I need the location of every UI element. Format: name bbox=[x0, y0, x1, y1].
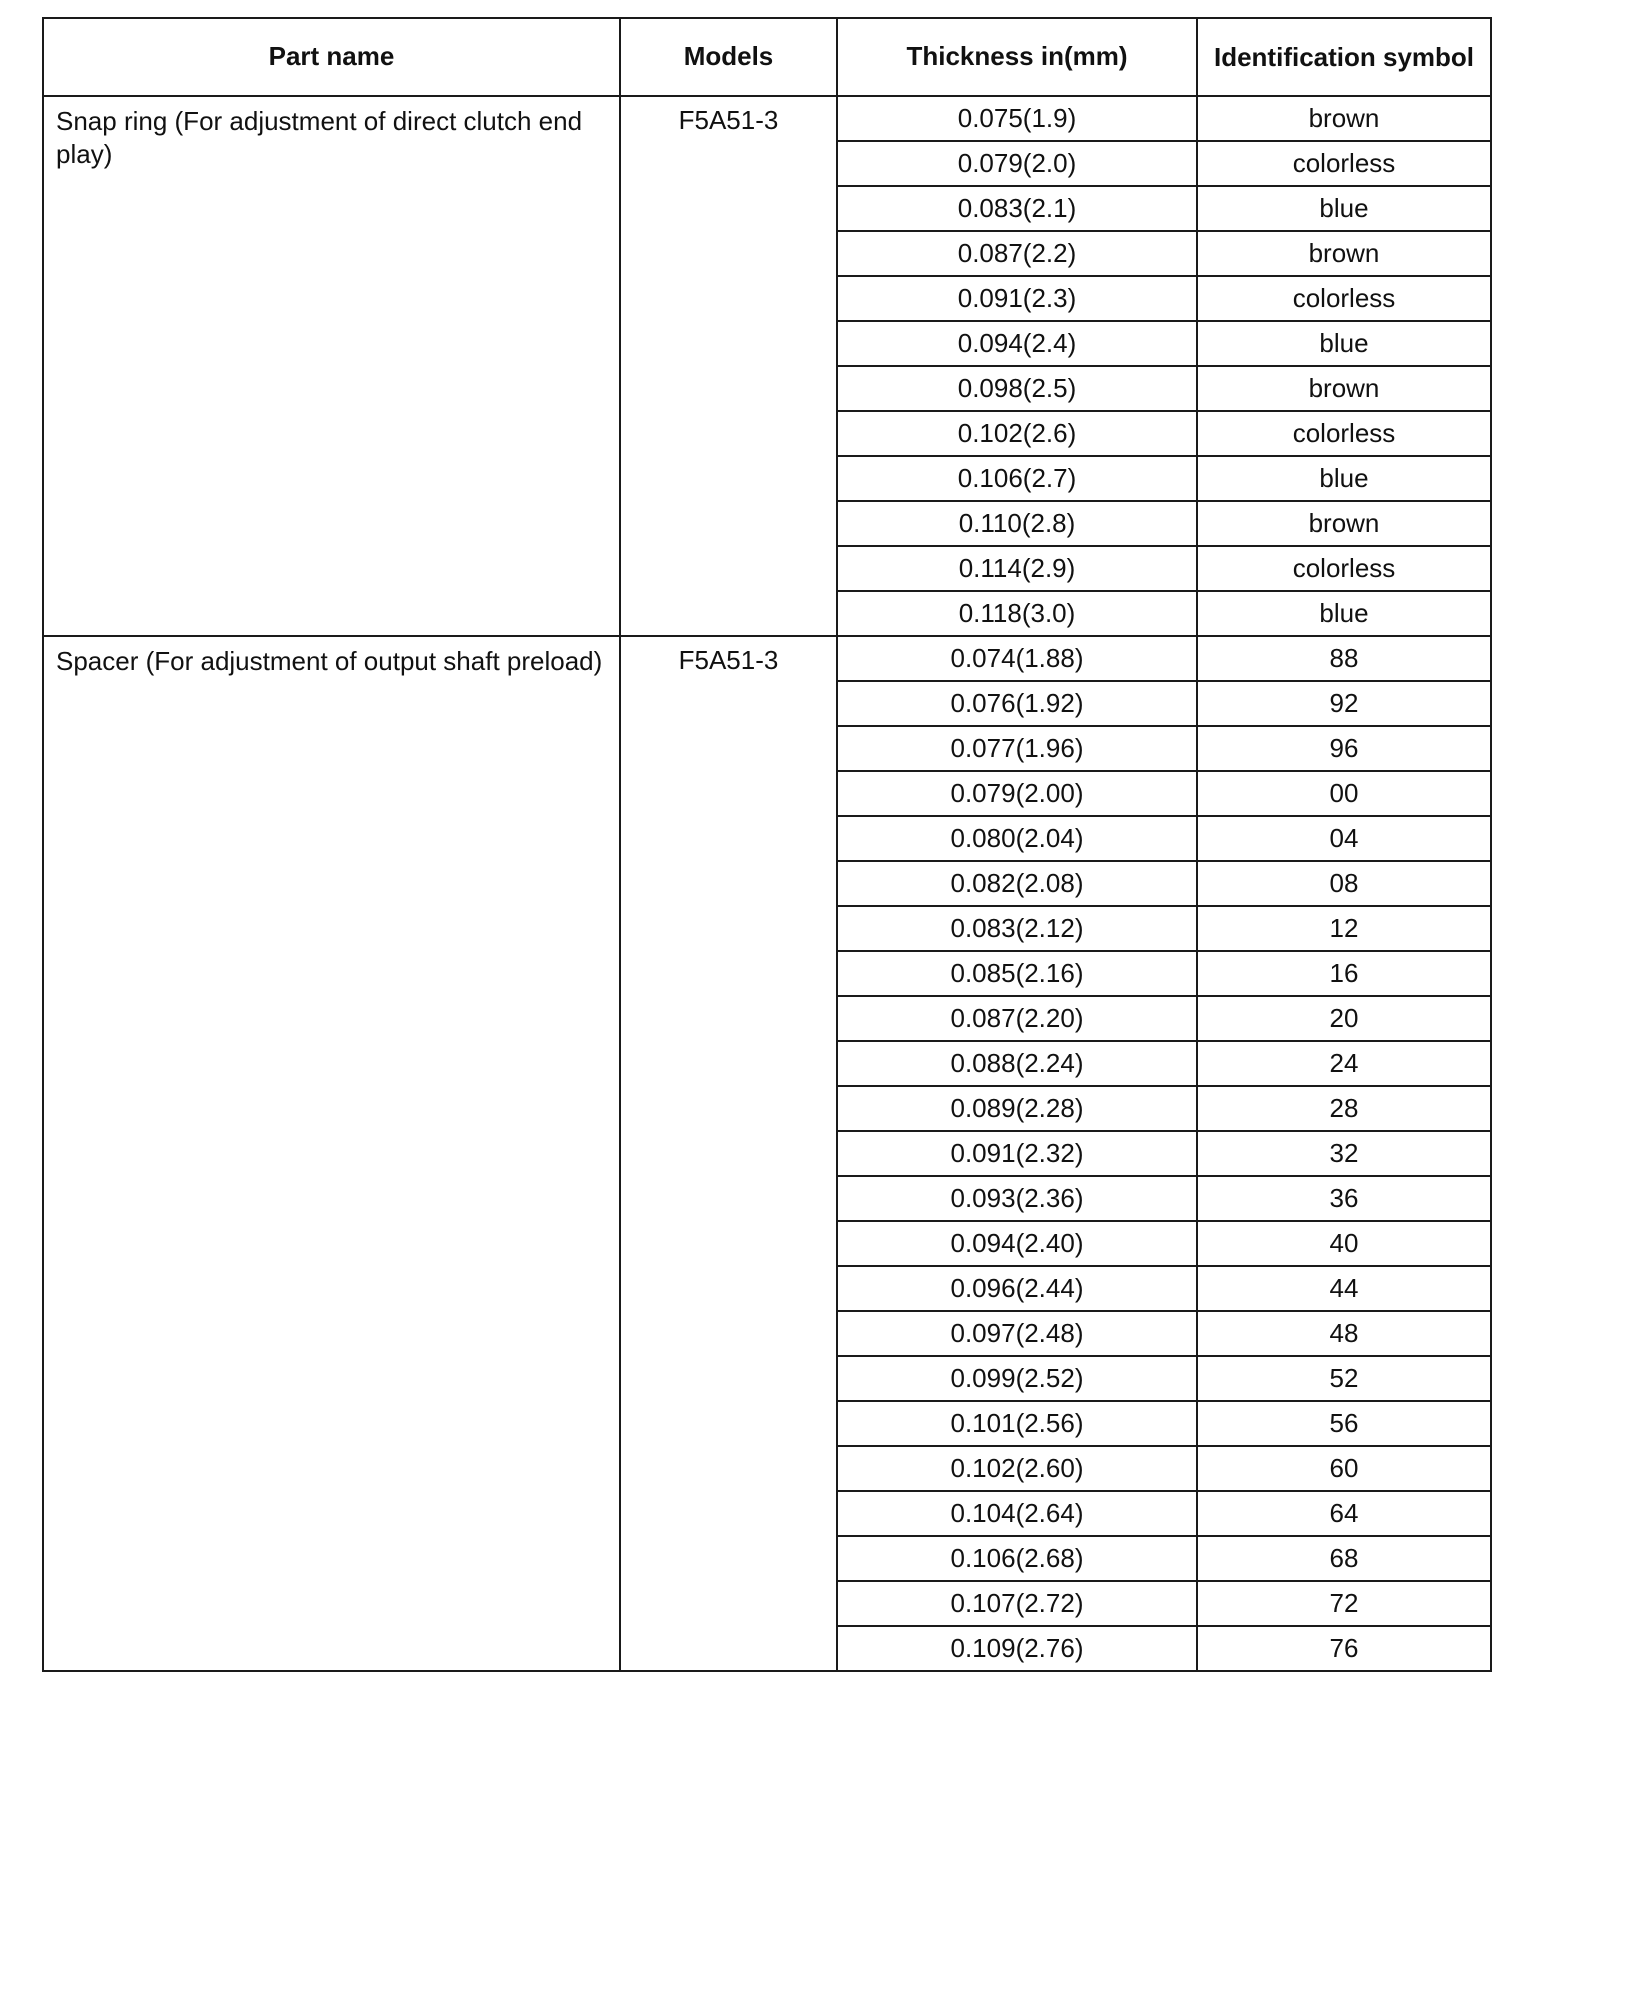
identification-symbol-cell: 68 bbox=[1197, 1536, 1491, 1581]
header-row bbox=[43, 18, 1491, 96]
identification-symbol-cell: 76 bbox=[1197, 1626, 1491, 1671]
model-cell: F5A51-3 bbox=[620, 96, 837, 636]
thickness-cell: 0.088(2.24) bbox=[837, 1041, 1197, 1086]
thickness-cell: 0.104(2.64) bbox=[837, 1491, 1197, 1536]
identification-symbol-cell: 52 bbox=[1197, 1356, 1491, 1401]
identification-symbol-cell: 88 bbox=[1197, 636, 1491, 681]
identification-symbol-cell: 56 bbox=[1197, 1401, 1491, 1446]
header-thickness: Thickness in(mm) bbox=[837, 18, 1197, 96]
identification-symbol-cell: 12 bbox=[1197, 906, 1491, 951]
table-row bbox=[43, 636, 1491, 681]
identification-symbol-cell: colorless bbox=[1197, 411, 1491, 456]
identification-symbol-cell: 16 bbox=[1197, 951, 1491, 996]
thickness-cell: 0.094(2.4) bbox=[837, 321, 1197, 366]
thickness-cell: 0.094(2.40) bbox=[837, 1221, 1197, 1266]
thickness-cell: 0.079(2.0) bbox=[837, 141, 1197, 186]
thickness-cell: 0.080(2.04) bbox=[837, 816, 1197, 861]
thickness-cell: 0.089(2.28) bbox=[837, 1086, 1197, 1131]
thickness-cell: 0.091(2.32) bbox=[837, 1131, 1197, 1176]
part-name-cell: Spacer (For adjustment of output shaft preload) bbox=[43, 636, 620, 1671]
thickness-cell: 0.114(2.9) bbox=[837, 546, 1197, 591]
thickness-cell: 0.107(2.72) bbox=[837, 1581, 1197, 1626]
identification-symbol-cell: 00 bbox=[1197, 771, 1491, 816]
thickness-cell: 0.079(2.00) bbox=[837, 771, 1197, 816]
thickness-cell: 0.118(3.0) bbox=[837, 591, 1197, 636]
thickness-cell: 0.087(2.2) bbox=[837, 231, 1197, 276]
thickness-cell: 0.075(1.9) bbox=[837, 96, 1197, 141]
identification-symbol-cell: colorless bbox=[1197, 276, 1491, 321]
thickness-cell: 0.102(2.6) bbox=[837, 411, 1197, 456]
table-row bbox=[43, 96, 1491, 141]
table-body bbox=[43, 96, 1491, 1671]
thickness-cell: 0.106(2.68) bbox=[837, 1536, 1197, 1581]
thickness-cell: 0.077(1.96) bbox=[837, 726, 1197, 771]
thickness-cell: 0.083(2.1) bbox=[837, 186, 1197, 231]
thickness-cell: 0.106(2.7) bbox=[837, 456, 1197, 501]
identification-symbol-cell: brown bbox=[1197, 501, 1491, 546]
identification-symbol-cell: 20 bbox=[1197, 996, 1491, 1041]
model-cell: F5A51-3 bbox=[620, 636, 837, 1671]
thickness-cell: 0.091(2.3) bbox=[837, 276, 1197, 321]
thickness-cell: 0.074(1.88) bbox=[837, 636, 1197, 681]
identification-symbol-cell: 08 bbox=[1197, 861, 1491, 906]
thickness-cell: 0.083(2.12) bbox=[837, 906, 1197, 951]
header-models: Models bbox=[620, 18, 837, 96]
thickness-cell: 0.082(2.08) bbox=[837, 861, 1197, 906]
identification-symbol-cell: blue bbox=[1197, 186, 1491, 231]
thickness-cell: 0.085(2.16) bbox=[837, 951, 1197, 996]
thickness-cell: 0.087(2.20) bbox=[837, 996, 1197, 1041]
identification-symbol-cell: blue bbox=[1197, 456, 1491, 501]
thickness-cell: 0.076(1.92) bbox=[837, 681, 1197, 726]
identification-symbol-cell: brown bbox=[1197, 366, 1491, 411]
identification-symbol-cell: 28 bbox=[1197, 1086, 1491, 1131]
thickness-cell: 0.110(2.8) bbox=[837, 501, 1197, 546]
identification-symbol-cell: blue bbox=[1197, 321, 1491, 366]
identification-symbol-cell: 32 bbox=[1197, 1131, 1491, 1176]
thickness-cell: 0.098(2.5) bbox=[837, 366, 1197, 411]
identification-symbol-cell: 64 bbox=[1197, 1491, 1491, 1536]
identification-symbol-cell: 04 bbox=[1197, 816, 1491, 861]
identification-symbol-cell: 44 bbox=[1197, 1266, 1491, 1311]
header-part-name: Part name bbox=[43, 18, 620, 96]
part-name-cell: Snap ring (For adjustment of direct clutch end play) bbox=[43, 96, 620, 636]
identification-symbol-cell: brown bbox=[1197, 96, 1491, 141]
thickness-cell: 0.101(2.56) bbox=[837, 1401, 1197, 1446]
identification-symbol-cell: brown bbox=[1197, 231, 1491, 276]
header-identification-symbol: Identification symbol bbox=[1197, 18, 1491, 96]
thickness-cell: 0.097(2.48) bbox=[837, 1311, 1197, 1356]
thickness-cell: 0.109(2.76) bbox=[837, 1626, 1197, 1671]
thickness-cell: 0.102(2.60) bbox=[837, 1446, 1197, 1491]
identification-symbol-cell: 36 bbox=[1197, 1176, 1491, 1221]
identification-symbol-cell: 92 bbox=[1197, 681, 1491, 726]
identification-symbol-cell: colorless bbox=[1197, 141, 1491, 186]
thickness-cell: 0.096(2.44) bbox=[837, 1266, 1197, 1311]
identification-symbol-cell: colorless bbox=[1197, 546, 1491, 591]
identification-symbol-cell: 72 bbox=[1197, 1581, 1491, 1626]
identification-symbol-cell: 96 bbox=[1197, 726, 1491, 771]
identification-symbol-cell: blue bbox=[1197, 591, 1491, 636]
thickness-cell: 0.093(2.36) bbox=[837, 1176, 1197, 1221]
spec-table bbox=[42, 17, 1492, 1672]
identification-symbol-cell: 48 bbox=[1197, 1311, 1491, 1356]
identification-symbol-cell: 60 bbox=[1197, 1446, 1491, 1491]
identification-symbol-cell: 40 bbox=[1197, 1221, 1491, 1266]
thickness-cell: 0.099(2.52) bbox=[837, 1356, 1197, 1401]
identification-symbol-cell: 24 bbox=[1197, 1041, 1491, 1086]
